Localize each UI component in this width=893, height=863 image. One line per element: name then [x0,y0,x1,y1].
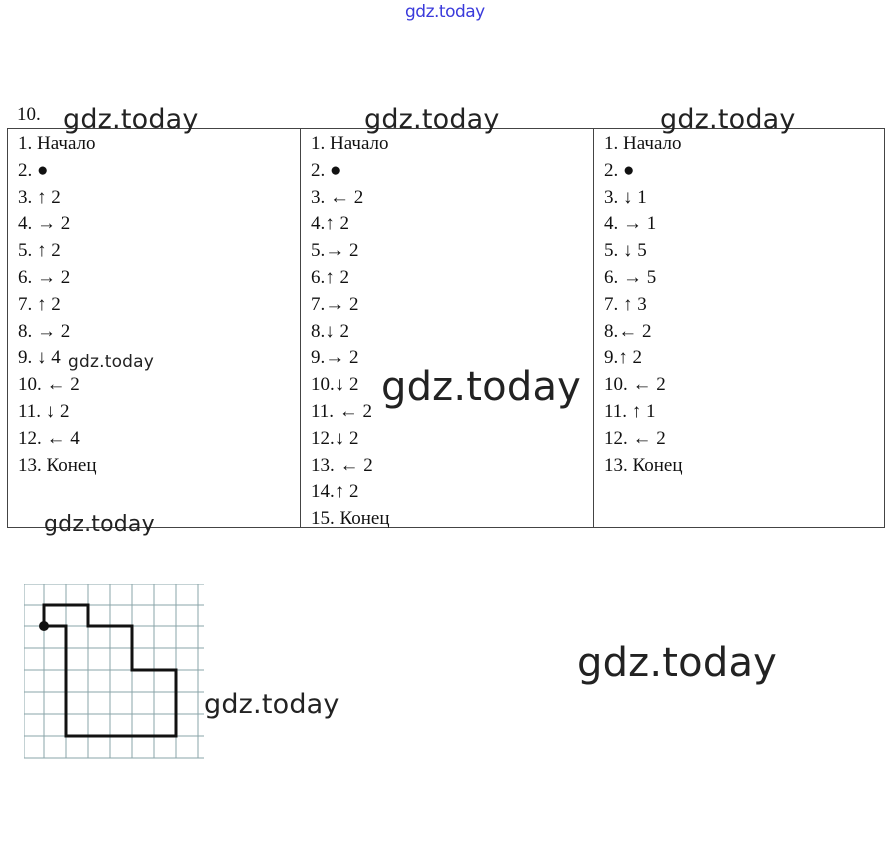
step-item: 1. Начало [604,133,682,154]
step-item: 6. → 2 [18,266,71,288]
step-item: 14.↑ 2 [311,481,359,503]
step-item: 2. ● [311,159,342,181]
step-item: 5.→ 2 [311,240,359,262]
step-item: 13. Конец [18,454,97,476]
step-item: 6. → 5 [604,266,657,288]
grid-drawing [24,584,214,764]
step-item: 3. ← 2 [311,186,364,208]
step-item: 12.↓ 2 [311,427,359,449]
step-item: 11. ↑ 1 [604,400,656,422]
watermark-inline: gdz.today [68,352,155,372]
step-item: 2. ● [18,159,49,181]
step-item: 11. ← 2 [311,400,373,422]
step-item: 15. Конец [311,508,390,530]
step-item: 7. ↑ 2 [18,293,61,315]
column-2 [300,129,593,530]
column-3 [593,129,884,527]
step-item: 1. Начало [18,133,96,154]
steps-table [7,128,885,528]
step-item: 13. Конец [604,454,683,476]
watermark-header-mid: gdz.today [364,104,500,135]
step-item: 12. ← 2 [604,427,666,449]
step-item: 3. ↓ 1 [604,186,647,208]
step-item: 8. → 2 [18,320,71,342]
steps-list-2 [301,129,593,533]
step-item: 11. ↓ 2 [18,400,70,422]
watermark-bottom-right: gdz.today [577,640,778,686]
watermark-below-table: gdz.today [44,512,155,537]
step-item: 8.← 2 [604,320,652,342]
watermark-header-right: gdz.today [660,104,796,135]
step-item: 3. ↑ 2 [18,186,61,208]
column-1 [8,129,300,527]
start-dot [39,621,49,631]
task-number: 10. [17,104,41,125]
steps-list-1 [8,129,300,479]
watermark-header-left: gdz.today [63,104,199,135]
steps-list-3 [594,129,884,479]
step-item: 4.↑ 2 [311,213,349,235]
step-item: 5. ↓ 5 [604,240,647,262]
step-item: 1. Начало [311,133,389,154]
step-item: 13. ← 2 [311,454,373,476]
watermark-center: gdz.today [381,364,582,410]
step-item: 10. ← 2 [604,374,666,396]
step-item: 4. → 1 [604,213,657,235]
step-item: 4. → 2 [18,213,71,235]
step-item: 9.→ 2 [311,347,359,369]
step-item: 6.↑ 2 [311,266,349,288]
step-item: 5. ↑ 2 [18,240,61,262]
step-item: 8.↓ 2 [311,320,349,342]
step-item: 7. ↑ 3 [604,293,647,315]
step-item: 10.↓ 2 [311,374,359,396]
step-item: 9.↑ 2 [604,347,642,369]
step-item: 9. ↓ 4 [18,347,61,369]
top-watermark: gdz.today [405,2,485,22]
step-item: 10. ← 2 [18,374,80,396]
step-item: 12. ← 4 [18,427,80,449]
watermark-near-grid: gdz.today [204,689,340,720]
step-item: 2. ● [604,159,635,181]
step-item: 7.→ 2 [311,293,359,315]
